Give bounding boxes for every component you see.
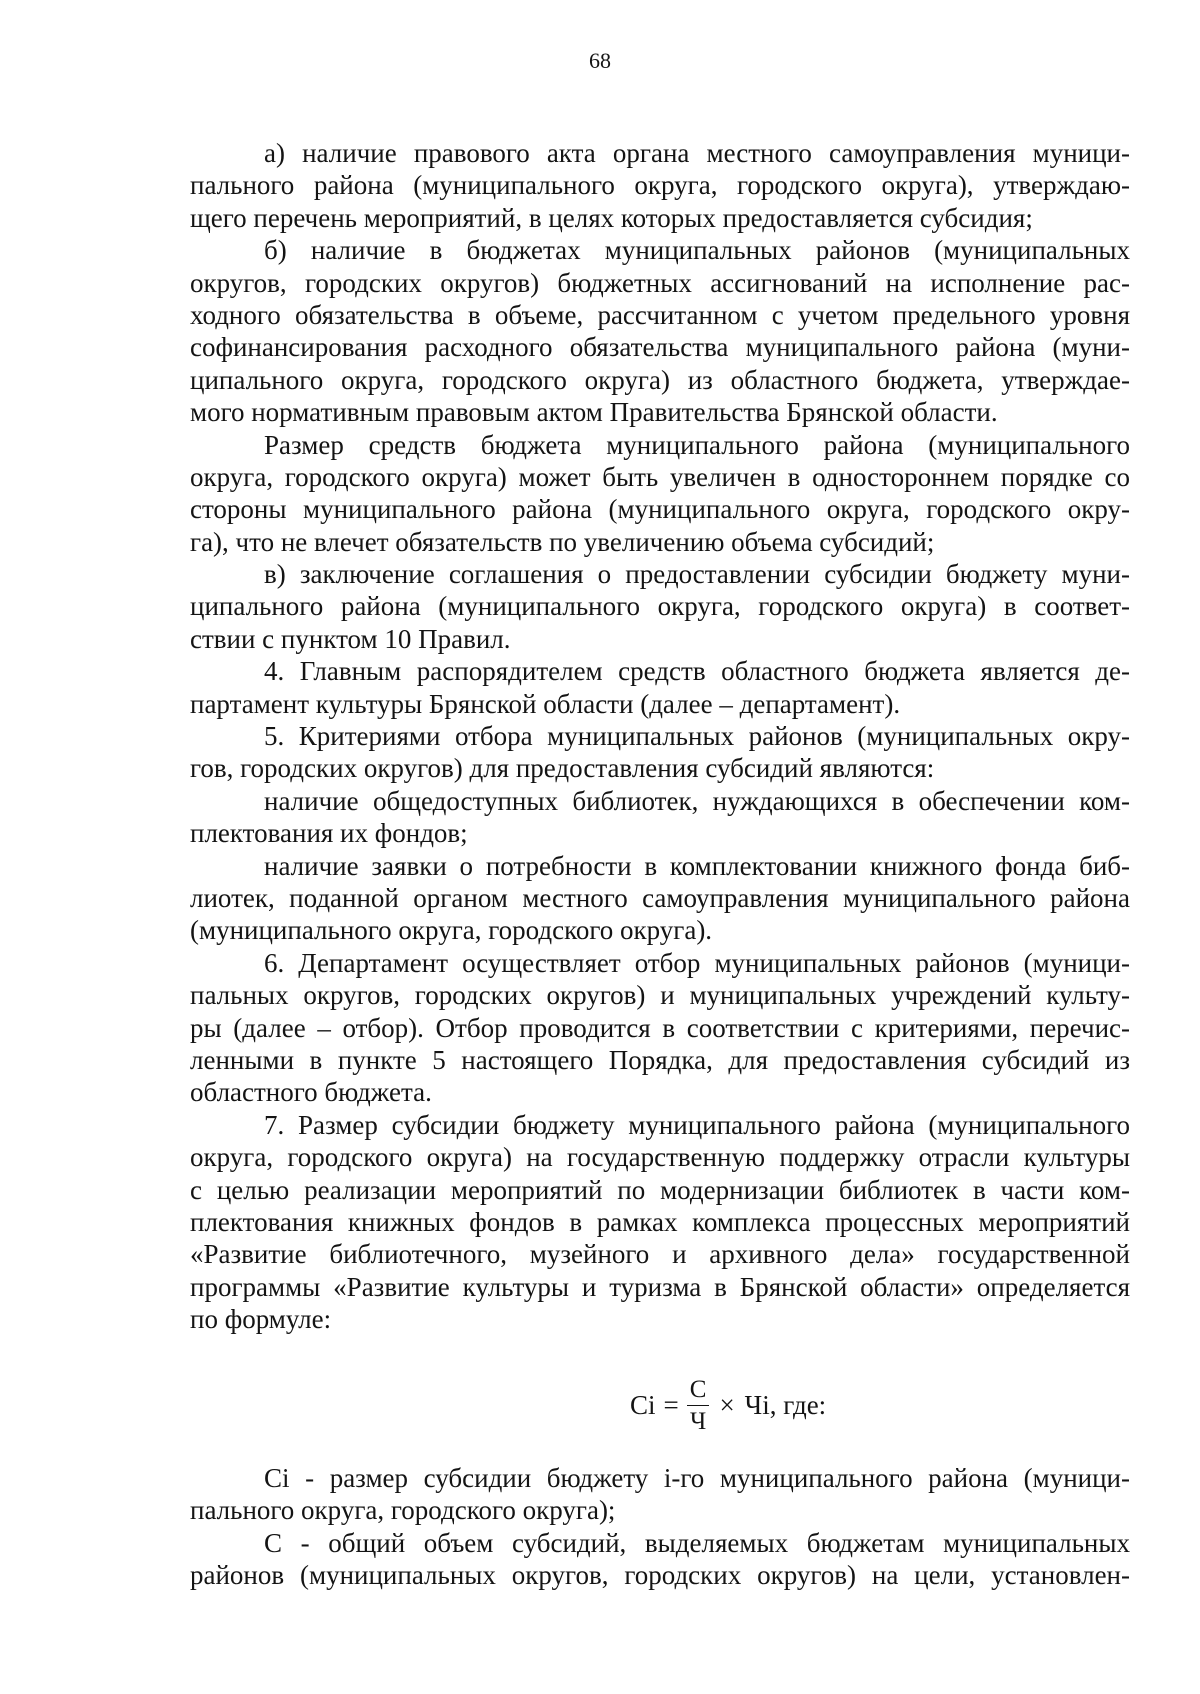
text-line: по формуле: xyxy=(190,1304,332,1335)
text-line: ры (далее – отбор). Отбор проводится в соответствии с критериями, перечис- xyxy=(190,1012,1130,1043)
text-line: областного бюджета. xyxy=(190,1077,432,1108)
text-line: щего перечень мероприятий, в целях которых предоставляется субсидия; xyxy=(190,202,1033,233)
text-line: ципального округа, городского округа) из областного бюджета, утверждае- xyxy=(190,364,1130,395)
text-line: Ci - размер субсидии бюджету i-го муниципального района (муници- xyxy=(264,1463,1130,1493)
text-line: плектования их фондов; xyxy=(190,818,468,849)
body-text-part2 xyxy=(190,1462,1130,1592)
text-line: плектования книжных фондов в рамках комплекса процессных мероприятий xyxy=(190,1206,1130,1237)
text-line: а) наличие правового акта органа местного самоуправления муници- xyxy=(264,138,1130,168)
formula-lhs: Ci xyxy=(630,1389,656,1420)
text-line: наличие общедоступных библиотек, нуждающихся в обеспечении ком- xyxy=(264,785,1130,816)
formula-rhs: Чi, где: xyxy=(744,1389,827,1420)
fraction-denominator: Ч xyxy=(689,1407,707,1435)
text-line: ленными в пункте 5 настоящего Порядка, для предоставления субсидий из xyxy=(190,1044,1130,1075)
text-line: с целью реализации мероприятий по модернизации библиотек в части ком- xyxy=(190,1174,1130,1205)
text-line: софинансирования расходного обязательства муниципального района (муни- xyxy=(190,332,1130,363)
text-line: 5. Критериями отбора муниципальных районов (муниципальных окру- xyxy=(264,721,1130,752)
text-line: 4. Главным распорядителем средств областного бюджета является де- xyxy=(264,656,1130,687)
text-line: гов, городских округов) для предоставления субсидий являются: xyxy=(190,753,935,784)
text-line: 6. Департамент осуществляет отбор муниципальных районов (муници- xyxy=(264,947,1130,978)
text-line: районов (муниципальных округов, городских округов) на цели, установлен- xyxy=(190,1560,1130,1591)
text-line: программы «Развитие культуры и туризма в Брянской области» определяется xyxy=(190,1271,1130,1302)
text-line: наличие заявки о потребности в комплектовании книжного фонда биб- xyxy=(264,850,1130,881)
text-line: пального округа, городского округа); xyxy=(190,1495,616,1526)
text-line: пального района (муниципального округа, городского округа), утверждаю- xyxy=(190,170,1130,201)
text-line: (муниципального округа, городского округа). xyxy=(190,915,713,946)
text-line: пальных округов, городских округов) и муниципальных учреждений культу- xyxy=(190,980,1130,1011)
text-line: Размер средств бюджета муниципального района (муниципального xyxy=(264,429,1130,460)
formula-equals: = xyxy=(663,1389,679,1420)
text-line: партамент культуры Брянской области (далее – департамент). xyxy=(190,688,901,719)
text-line: стороны муниципального района (муниципального округа, городского окру- xyxy=(190,494,1130,525)
text-line: ходного обязательства в объеме, рассчитанном с учетом предельного уровня xyxy=(190,299,1130,330)
text-line: в) заключение соглашения о предоставлении субсидии бюджету муни- xyxy=(264,559,1130,590)
formula-fraction xyxy=(687,1377,710,1434)
subsidy-formula xyxy=(630,1370,826,1440)
text-line: округа, городского округа) на государственную поддержку отрасли культуры xyxy=(190,1142,1130,1173)
fraction-numerator: С xyxy=(689,1375,707,1403)
text-line: С - общий объем субсидий, выделяемых бюджетам муниципальных xyxy=(264,1527,1130,1558)
text-line: б) наличие в бюджетах муниципальных районов (муниципальных xyxy=(264,235,1130,266)
text-line: ствии с пунктом 10 Правил. xyxy=(190,623,511,654)
text-line: «Развитие библиотечного, музейного и архивного дела» государственной xyxy=(190,1239,1130,1270)
text-line: лиотек, поданной органом местного самоуправления муниципального района xyxy=(190,882,1130,913)
text-line: округов, городских округов) бюджетных ассигнований на исполнение рас- xyxy=(190,267,1130,298)
text-line: 7. Размер субсидии бюджету муниципального района (муниципального xyxy=(264,1109,1130,1140)
formula-times: × xyxy=(719,1389,735,1420)
text-line: мого нормативным правовым актом Правительства Брянской области. xyxy=(190,397,998,428)
text-line: округа, городского округа) может быть увеличен в одностороннем порядке со xyxy=(190,461,1130,492)
text-line: ципального района (муниципального округа, городского округа) в соответ- xyxy=(190,591,1130,622)
body-text-part1 xyxy=(190,137,1130,1335)
page-number: 68 xyxy=(589,48,611,73)
text-line: га), что не влечет обязательств по увеличению объема субсидий; xyxy=(190,526,935,557)
